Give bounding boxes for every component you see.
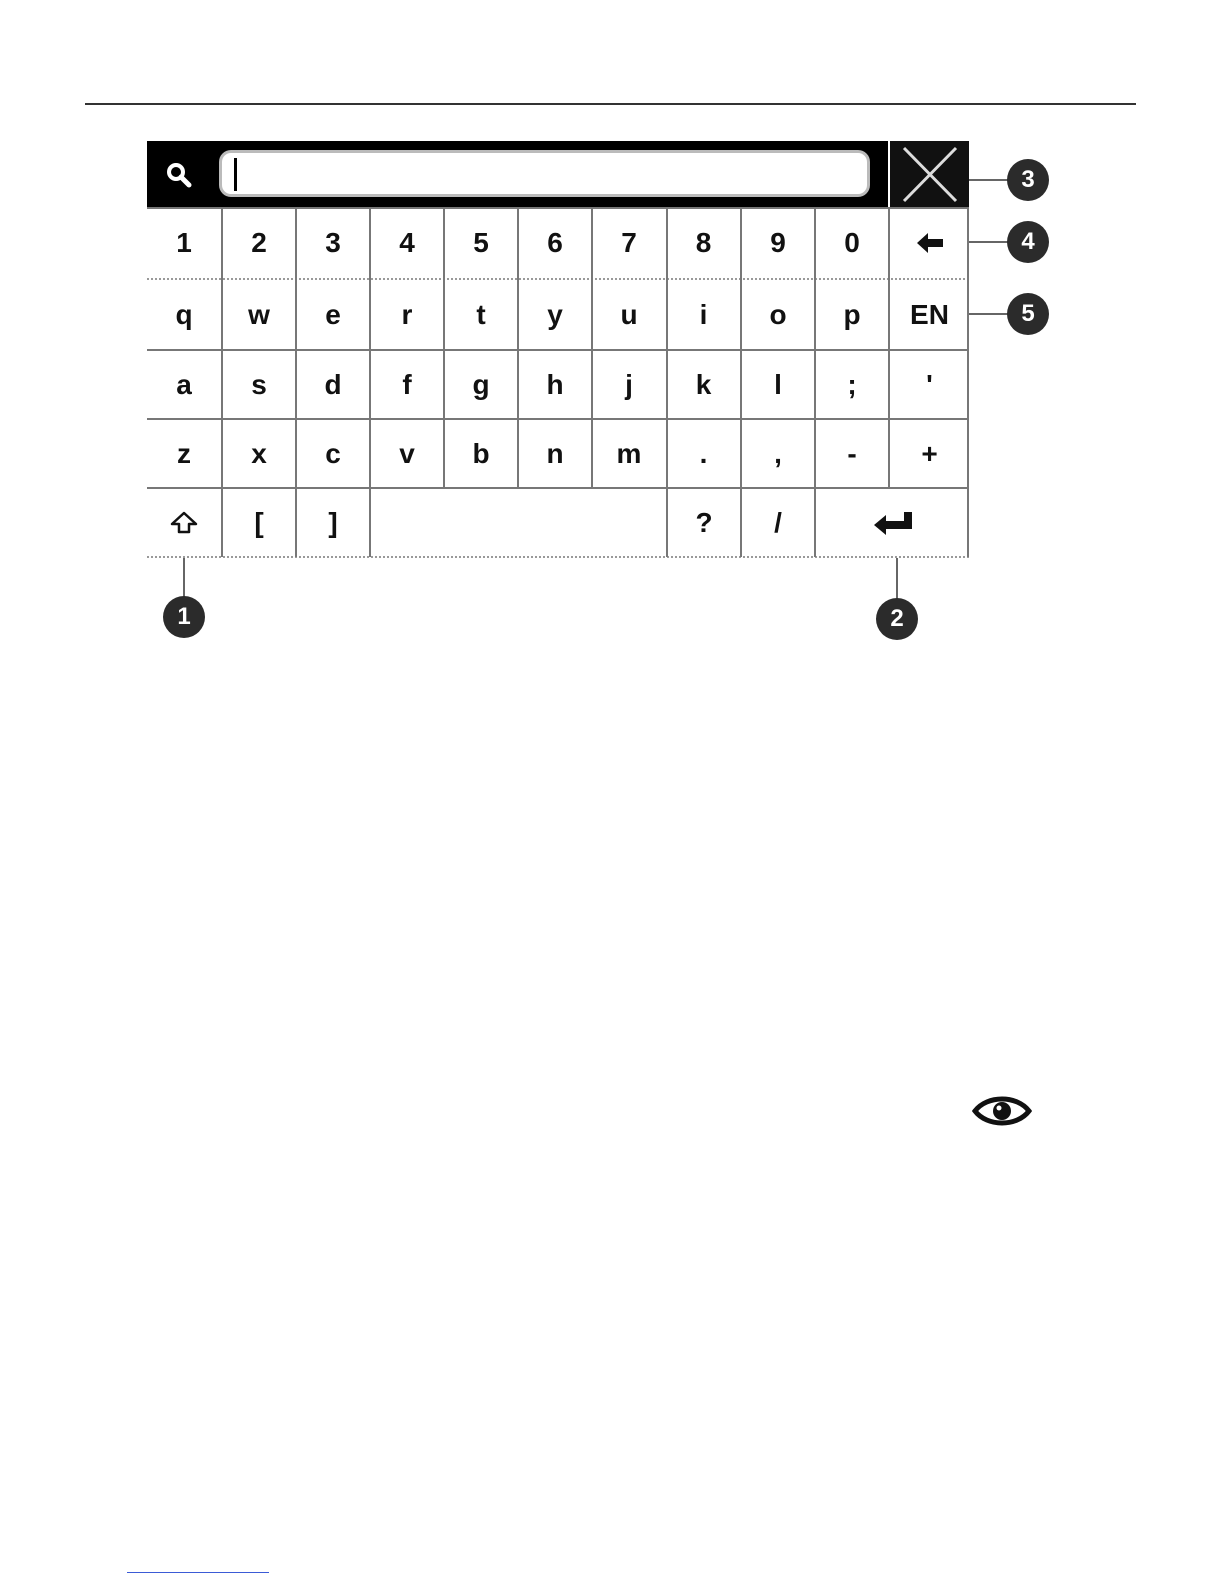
- key-slash[interactable]: /: [742, 489, 814, 556]
- backspace-arrow-icon: [915, 231, 945, 255]
- callout-1: 1: [163, 596, 205, 638]
- key-t[interactable]: t: [445, 280, 517, 349]
- key-u[interactable]: u: [593, 280, 665, 349]
- shift-arrow-icon: [169, 510, 199, 536]
- callout-4-leader: [969, 241, 1009, 243]
- key-k[interactable]: k: [667, 351, 740, 418]
- callout-3-leader: [969, 179, 1009, 181]
- key-j[interactable]: j: [593, 351, 665, 418]
- key-f[interactable]: f: [371, 351, 443, 418]
- key-4[interactable]: 4: [371, 208, 443, 278]
- key-p[interactable]: p: [816, 280, 888, 349]
- key-y[interactable]: y: [519, 280, 591, 349]
- key-3[interactable]: 3: [297, 208, 369, 278]
- callout-5-leader: [969, 313, 1009, 315]
- key-a[interactable]: a: [147, 351, 221, 418]
- key-z[interactable]: z: [147, 420, 221, 487]
- callout-1-leader: [183, 558, 185, 598]
- key-b[interactable]: b: [445, 420, 517, 487]
- key-w[interactable]: w: [223, 280, 295, 349]
- search-bar: [147, 141, 888, 208]
- callout-2: 2: [876, 598, 918, 640]
- eye-icon: [972, 1092, 1032, 1130]
- key-v[interactable]: v: [371, 420, 443, 487]
- enter-key[interactable]: [816, 489, 969, 556]
- key-5[interactable]: 5: [445, 208, 517, 278]
- callout-4: 4: [1007, 221, 1049, 263]
- text-cursor: [234, 158, 237, 191]
- on-screen-keyboard: [147, 141, 969, 558]
- key-9[interactable]: 9: [742, 208, 814, 278]
- language-key[interactable]: EN: [890, 280, 969, 349]
- key-x[interactable]: x: [223, 420, 295, 487]
- callout-5: 5: [1007, 293, 1049, 335]
- page-footer-rule: [127, 1572, 269, 1573]
- key-bracket-open[interactable]: [: [223, 489, 295, 556]
- key-question[interactable]: ?: [668, 489, 740, 556]
- key-period[interactable]: .: [667, 420, 740, 487]
- key-s[interactable]: s: [223, 351, 295, 418]
- space-key[interactable]: [371, 489, 666, 556]
- key-n[interactable]: n: [519, 420, 591, 487]
- key-q[interactable]: q: [147, 280, 221, 349]
- key-1[interactable]: 1: [147, 208, 221, 278]
- search-icon: [165, 161, 193, 189]
- key-comma[interactable]: ,: [742, 420, 814, 487]
- key-2[interactable]: 2: [223, 208, 295, 278]
- key-e[interactable]: e: [297, 280, 369, 349]
- key-d[interactable]: d: [297, 351, 369, 418]
- key-o[interactable]: o: [742, 280, 814, 349]
- key-semicolon[interactable]: ;: [816, 351, 888, 418]
- close-icon: [890, 141, 969, 208]
- key-g[interactable]: g: [445, 351, 517, 418]
- key-m[interactable]: m: [593, 420, 665, 487]
- search-input[interactable]: [219, 150, 870, 197]
- key-minus[interactable]: -: [816, 420, 888, 487]
- key-bracket-close[interactable]: ]: [297, 489, 369, 556]
- key-r[interactable]: r: [371, 280, 443, 349]
- shift-key[interactable]: [147, 489, 221, 556]
- key-plus[interactable]: +: [890, 420, 969, 487]
- callout-3: 3: [1007, 159, 1049, 201]
- backspace-key[interactable]: [890, 208, 969, 278]
- page-header-rule: [85, 103, 1136, 105]
- key-apostrophe[interactable]: ': [890, 351, 969, 418]
- key-7[interactable]: 7: [593, 208, 665, 278]
- callout-2-leader: [896, 558, 898, 600]
- key-l[interactable]: l: [742, 351, 814, 418]
- key-6[interactable]: 6: [519, 208, 591, 278]
- close-button[interactable]: [890, 141, 969, 208]
- key-h[interactable]: h: [519, 351, 591, 418]
- key-i[interactable]: i: [667, 280, 740, 349]
- enter-return-icon: [872, 510, 914, 536]
- key-c[interactable]: c: [297, 420, 369, 487]
- key-8[interactable]: 8: [667, 208, 740, 278]
- key-0[interactable]: 0: [816, 208, 888, 278]
